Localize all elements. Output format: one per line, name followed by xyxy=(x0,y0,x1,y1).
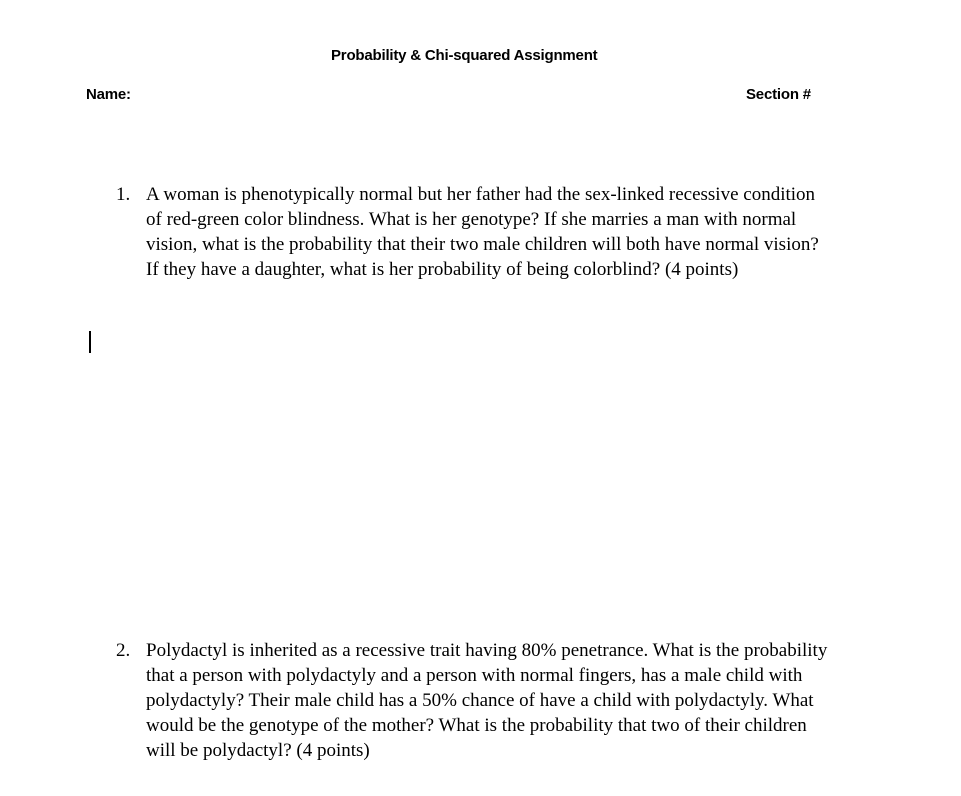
question-line: polydactyly? Their male child has a 50% chance of have a child with polydactyly. What xyxy=(146,690,814,711)
question-text xyxy=(146,182,876,282)
question-line: A woman is phenotypically normal but her father had the sex-linked recessive condition xyxy=(146,184,816,205)
question-number: 1. xyxy=(116,184,131,205)
section-label: Section # xyxy=(746,86,811,103)
question-text xyxy=(146,638,876,763)
name-label: Name: xyxy=(86,86,131,103)
page-title: Probability & Chi-squared Assignment xyxy=(331,47,598,64)
text-cursor xyxy=(89,331,91,353)
question-1 xyxy=(116,182,876,282)
question-line: Polydactyl is inherited as a recessive trait having 80% penetrance. What is the probability xyxy=(146,640,828,661)
question-2 xyxy=(116,638,876,763)
question-line: If they have a daughter, what is her probability of being colorblind? (4 points) xyxy=(146,259,739,280)
question-line: vision, what is the probability that their two male children will both have normal vision? xyxy=(146,234,819,255)
question-line: would be the genotype of the mother? What is the probability that two of their children xyxy=(146,715,807,736)
question-line: of red-green color blindness. What is her genotype? If she marries a man with normal xyxy=(146,209,797,230)
question-number: 2. xyxy=(116,640,131,661)
question-line: that a person with polydactyly and a person with normal fingers, has a male child with xyxy=(146,665,803,686)
question-line: will be polydactyl? (4 points) xyxy=(146,740,370,761)
